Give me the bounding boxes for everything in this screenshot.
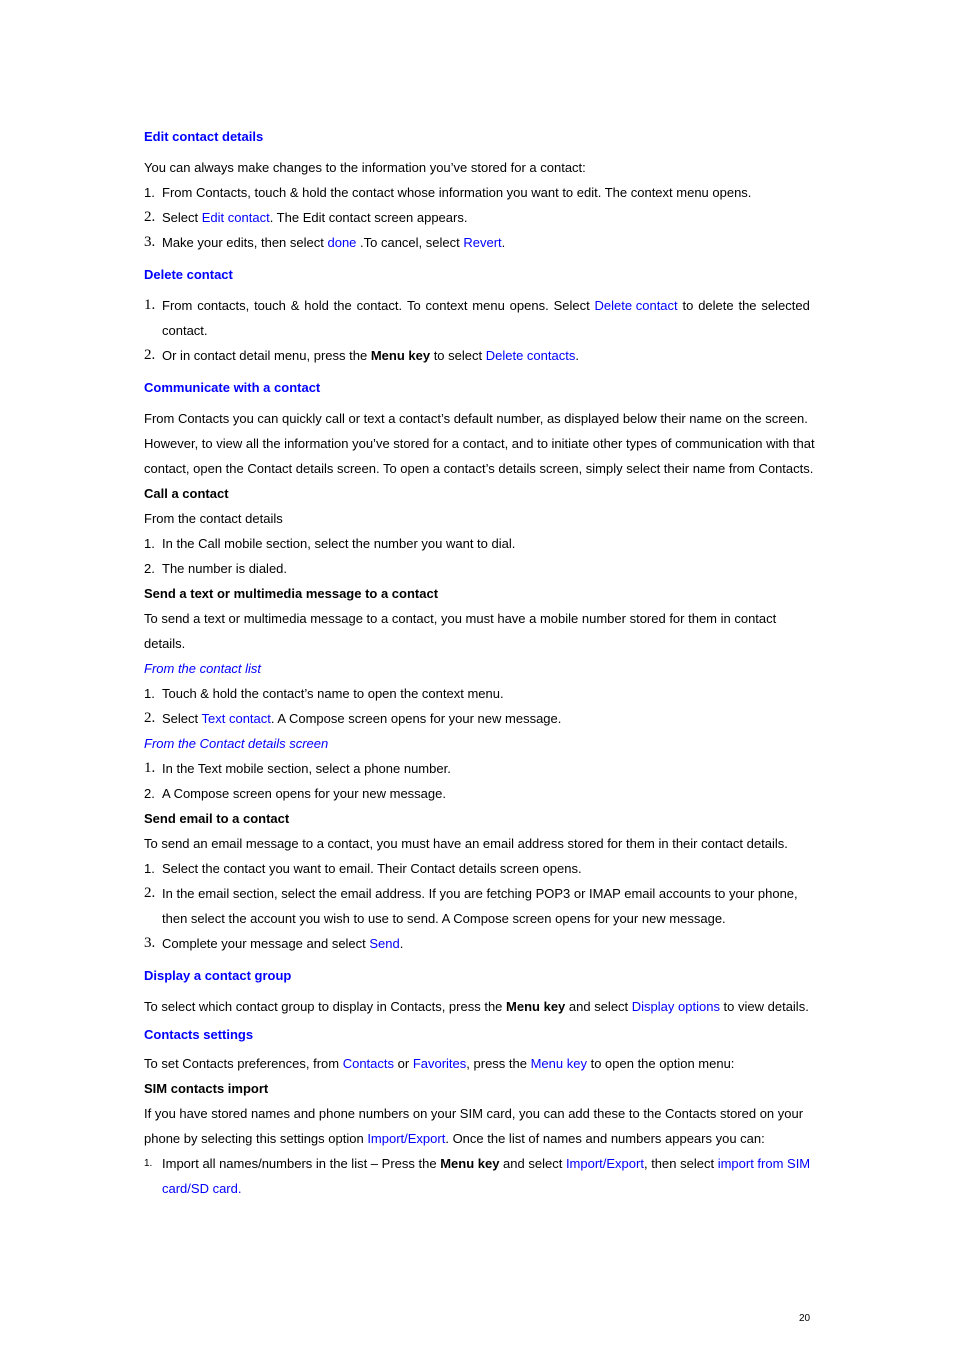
edit-contact-link[interactable]: Edit contact [201, 210, 270, 225]
list-text: Make your edits, then select done .To cancel, select Revert. [162, 235, 506, 250]
card-sd-card-link[interactable]: card/SD card. [162, 1181, 242, 1196]
text-contact-link[interactable]: Text contact [201, 711, 271, 726]
list-number: 2. [144, 885, 156, 901]
list-number: 1. [144, 861, 155, 876]
list-text: From Contacts, touch & hold the contact whose information you want to edit. The context menu opens. [162, 185, 752, 200]
import-export-link[interactable]: Import/Export [565, 1156, 644, 1171]
list-number: 1. [144, 297, 156, 313]
done-link[interactable]: done [327, 235, 357, 250]
list-text: The number is dialed. [162, 561, 288, 576]
list-number: 1. [144, 1158, 153, 1169]
communicate-heading: Communicate with a contact [144, 380, 321, 395]
list-text: From contacts, touch & hold the contact. To context menu opens. Select Delete contact to delete the selected [162, 293, 810, 318]
paragraph-line: contact, open the Contact details screen. To open a contact’s details screen, simply select their name from Contacts. [144, 461, 814, 476]
call-intro: From the contact details [144, 511, 283, 526]
paragraph-line: To set Contacts preferences, from Contacts or Favorites, press the Menu key to open the option menu: [144, 1056, 735, 1071]
from-contact-details-subheading: From the Contact details screen [144, 736, 329, 751]
delete-contact-heading: Delete contact [144, 267, 233, 282]
list-text: In the Call mobile section, select the number you want to dial. [162, 536, 516, 551]
list-text: Or in contact detail menu, press the Menu key to select Delete contacts. [162, 348, 579, 363]
list-number: 2. [144, 710, 156, 726]
list-text: A Compose screen opens for your new message. [162, 786, 446, 801]
paragraph-line: details. [144, 636, 186, 651]
delete-contacts-link[interactable]: Delete contacts [485, 348, 576, 363]
revert-link[interactable]: Revert [463, 235, 502, 250]
menu-key-link[interactable]: Menu key [530, 1056, 587, 1071]
contacts-link[interactable]: Contacts [342, 1056, 395, 1071]
list-number: 1. [144, 760, 156, 776]
call-contact-heading: Call a contact [144, 486, 229, 501]
list-text: Select the contact you want to email. Their Contact details screen opens. [162, 861, 582, 876]
import-from-sim-link[interactable]: import from SIM [717, 1156, 811, 1171]
list-number: 2. [144, 347, 156, 363]
favorites-link[interactable]: Favorites [412, 1056, 467, 1071]
list-number: 1. [144, 185, 155, 200]
send-link[interactable]: Send [369, 936, 400, 951]
list-number: 3. [144, 935, 156, 951]
list-text: Select Edit contact. The Edit contact screen appears. [162, 210, 468, 225]
list-text: Touch & hold the contact’s name to open the context menu. [162, 686, 504, 701]
paragraph-line: However, to view all the information you’ve stored for a contact, and to initiate other types of communication with that [144, 436, 815, 451]
delete-contact-link[interactable]: Delete contact [594, 298, 678, 313]
sim-import-heading: SIM contacts import [144, 1081, 269, 1096]
contacts-settings-heading: Contacts settings [144, 1027, 254, 1042]
send-message-heading: Send a text or multimedia message to a contact [144, 586, 439, 601]
edit-contact-heading: Edit contact details [144, 129, 264, 144]
paragraph-line: To send an email message to a contact, you must have an email address stored for them in their contact details. [144, 836, 788, 851]
list-text: In the Text mobile section, select a phone number. [162, 761, 451, 776]
list-number: 1. [144, 536, 155, 551]
edit-contact-intro: You can always make changes to the information you’ve stored for a contact: [144, 160, 586, 175]
import-export-link[interactable]: Import/Export [367, 1131, 446, 1146]
paragraph-line: phone by selecting this settings option Import/Export. Once the list of names and numbers appears you can: [144, 1131, 765, 1146]
list-number: 2. [144, 786, 155, 801]
from-contact-list-subheading: From the contact list [144, 661, 262, 676]
list-number: 2. [144, 209, 156, 225]
list-text: Import all names/numbers in the list – Press the Menu key and select Import/Export, then select import from SIM [162, 1156, 811, 1171]
send-email-heading: Send email to a contact [144, 811, 290, 826]
display-group-heading: Display a contact group [144, 968, 292, 983]
paragraph-line: To send a text or multimedia message to a contact, you must have a mobile number stored for them in contact [144, 611, 777, 626]
paragraph-line: To select which contact group to display in Contacts, press the Menu key and select Display options to view details. [144, 999, 809, 1014]
list-number: 2. [144, 561, 155, 576]
list-text: In the email section, select the email address. If you are fetching POP3 or IMAP email accounts to your phone, [162, 886, 798, 901]
page-number: 20 [799, 1313, 811, 1324]
paragraph-line: From Contacts you can quickly call or text a contact’s default number, as displayed below their name on the screen. [144, 411, 808, 426]
paragraph-line: If you have stored names and phone numbers on your SIM card, you can add these to the Contacts stored on your [144, 1106, 804, 1121]
list-text: Complete your message and select Send. [162, 936, 404, 951]
list-number: 3. [144, 234, 156, 250]
list-number: 1. [144, 686, 155, 701]
display-options-link[interactable]: Display options [631, 999, 720, 1014]
list-text: Select Text contact. A Compose screen opens for your new message. [162, 711, 562, 726]
